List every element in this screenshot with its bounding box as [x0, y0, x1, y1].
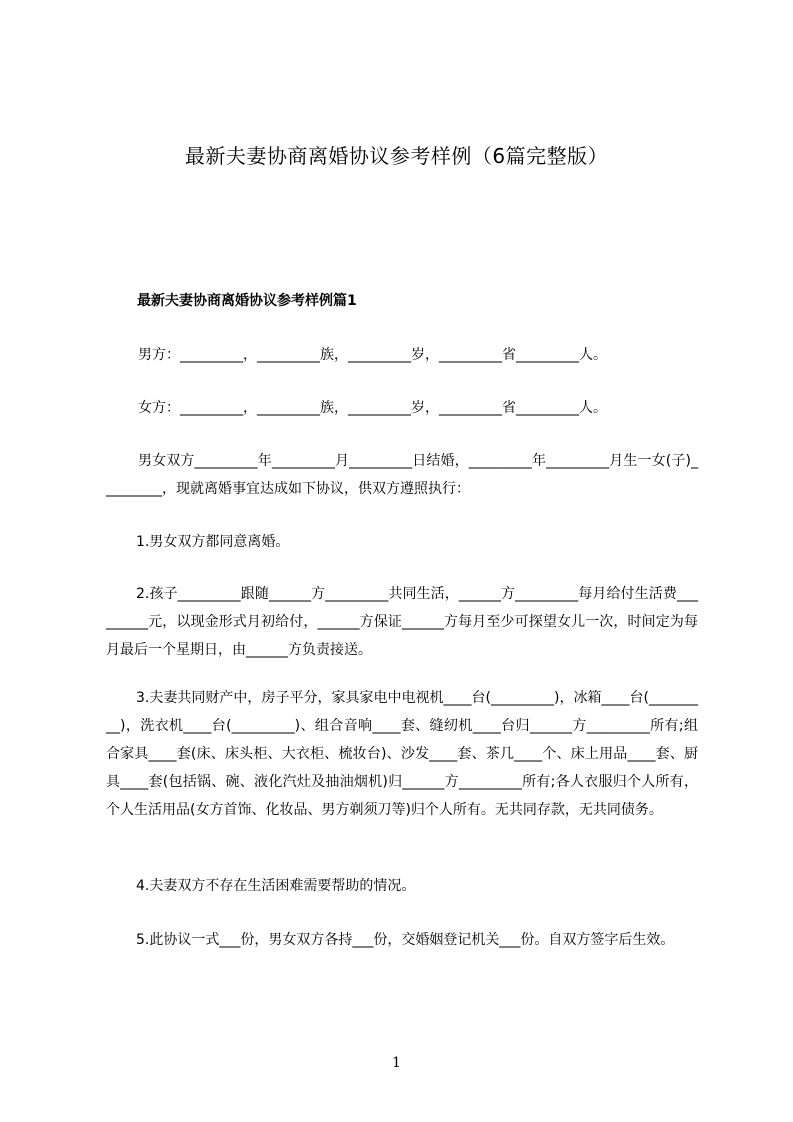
paragraph-clause-5: 5.此协议一式___份，男女双方各持___份，交婚姻登记机关___份。自双方签字后生效。: [136, 932, 675, 948]
paragraph-clause-1: 1.男女双方都同意离婚。: [136, 534, 290, 550]
paragraph-clause-4: 4.夫妻双方不存在生活困难需要帮助的情况。: [136, 878, 416, 894]
document-title: 最新夫妻协商离婚协议参考样例（6篇完整版）: [184, 144, 609, 168]
paragraph-woman-info: 女方：_________，_________族，_________岁，_________省_________人。: [138, 400, 607, 416]
paragraph-clause-2: 2.孩子_________跟随______方_________共同生活，______方_________每月给付生活费_________元，以现金形式月初给付，______方保证______方每月至少可探望女儿一次，时间定为每月最后一个星期日，由______方负责接送。: [106, 586, 698, 658]
page-number: 1: [392, 1055, 401, 1071]
paragraph-man-info: 男方：_________，_________族，_________岁，_________省_________人。: [138, 347, 607, 363]
section-heading: 最新夫妻协商离婚协议参考样例篇1: [137, 293, 357, 309]
paragraph-marriage-info: 男女双方_________年_________月_________日结婚，_________年_________月生一女(子)_________，现就离婚事宜达成如下协议，供双方遵照执行：: [106, 453, 698, 497]
paragraph-clause-3: 3.夫妻共同财产中，房子平分，家具家电中电视机____台(_________)，冰箱____台(_________)，洗衣机____台(_________)、组合音响____套、缝纫机____台归______方_________所有;组合家具____套(床、床头柜、大衣柜、梳妆台)、沙发____套、茶几____个、床上用品____套、厨具____套(包括锅、碗、液化汽灶及抽油烟机)归______方_________所有;各人衣服归个人所有，个人生活用品(女方首饰、化妆品、男方剃须刀等)归个人所有。无共同存款，无共同债务。: [106, 690, 698, 818]
